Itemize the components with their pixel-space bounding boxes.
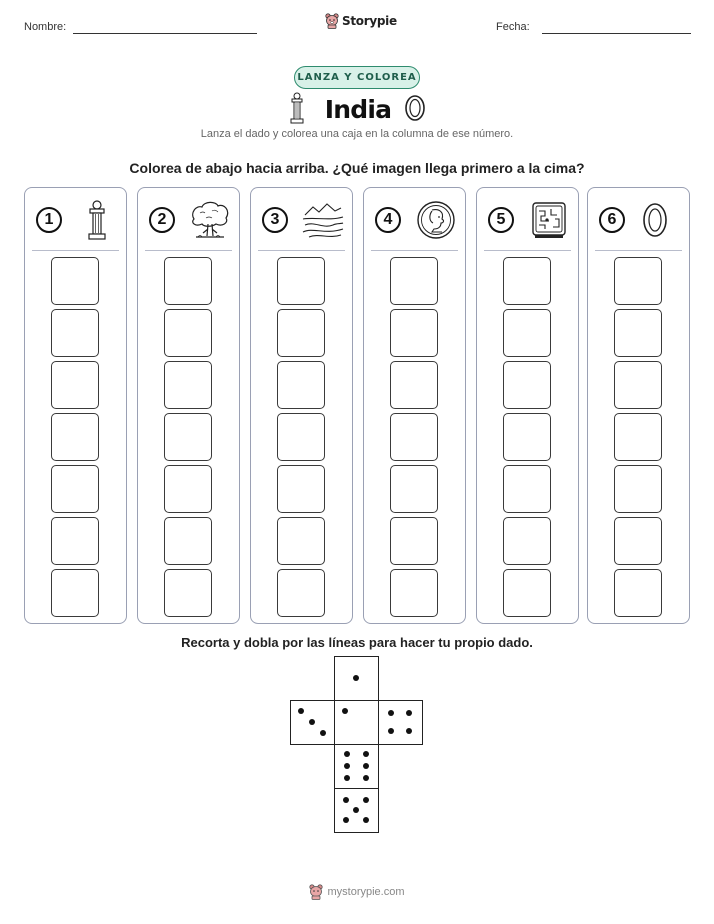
banyan-tree-icon [188,199,232,241]
column-header [25,188,126,250]
activity-badge: LANZA Y COLOREA [294,66,420,89]
dice-pip [363,775,369,781]
column-3 [250,187,353,624]
pillar-icon [289,92,305,124]
bear-mascot-icon [309,884,323,900]
dice-pip [353,675,359,681]
color-box[interactable] [277,309,325,357]
coin-portrait-icon [414,199,458,241]
color-box[interactable] [614,517,662,565]
color-box[interactable] [614,309,662,357]
color-box[interactable] [51,517,99,565]
column-6 [587,187,690,624]
bear-mascot-icon [325,13,339,29]
dice-pip [388,728,394,734]
color-box[interactable] [277,413,325,461]
dice-pip [363,763,369,769]
color-box[interactable] [614,569,662,617]
color-box[interactable] [390,517,438,565]
column-header [588,188,689,250]
color-box[interactable] [277,465,325,513]
color-box[interactable] [503,361,551,409]
column-divider [145,250,232,251]
column-5 [476,187,579,624]
name-label: Nombre: [24,21,67,33]
dice-pip [344,775,350,781]
name-line[interactable] [73,33,257,34]
color-box[interactable] [503,413,551,461]
column-divider [595,250,682,251]
dice-pip [363,817,369,823]
color-box[interactable] [503,569,551,617]
column-header [364,188,465,250]
column-number: 4 [375,207,401,233]
column-number: 5 [488,207,514,233]
color-box[interactable] [277,257,325,305]
color-box[interactable] [503,465,551,513]
column-2 [137,187,240,624]
dice-pip [344,751,350,757]
column-number: 3 [262,207,288,233]
color-box[interactable] [164,465,212,513]
dice-face-one [334,700,379,745]
color-box[interactable] [503,257,551,305]
color-box[interactable] [390,569,438,617]
footer-url[interactable]: mystorypie.com [327,886,405,898]
subtitle: Lanza el dado y colorea una caja en la columna de ese número. [200,128,514,140]
footer [0,884,714,900]
color-box[interactable] [614,257,662,305]
color-box[interactable] [164,257,212,305]
column-divider [258,250,345,251]
color-box[interactable] [614,413,662,461]
color-box[interactable] [390,257,438,305]
column-header [251,188,352,250]
color-box[interactable] [164,413,212,461]
column-number: 2 [149,207,175,233]
coloring-instruction: Colorea de abajo hacia arriba. ¿Qué imagen llega primero a la cima? [129,160,585,176]
carved-tile-icon [527,199,571,241]
color-box[interactable] [164,361,212,409]
dice-pip [320,730,326,736]
dice-pip [309,719,315,725]
color-box[interactable] [51,465,99,513]
columns-grid [24,187,690,624]
column-divider [371,250,458,251]
color-box[interactable] [390,361,438,409]
color-box[interactable] [51,309,99,357]
color-box[interactable] [51,361,99,409]
column-divider [32,250,119,251]
dice-pip [343,817,349,823]
dice-pip [406,710,412,716]
pillar-icon [75,199,119,241]
color-box[interactable] [277,569,325,617]
dice-face-five [334,788,379,833]
column-number: 1 [36,207,62,233]
river-icon [301,199,345,241]
dice-face-one [334,656,379,701]
color-box[interactable] [164,309,212,357]
dice-pip [363,751,369,757]
dice-pip [353,807,359,813]
date-line[interactable] [542,33,691,34]
color-box[interactable] [51,569,99,617]
dice-pip [363,797,369,803]
column-1 [24,187,127,624]
dice-pip [298,708,304,714]
column-number: 6 [599,207,625,233]
color-box[interactable] [614,361,662,409]
color-box[interactable] [277,361,325,409]
color-box[interactable] [503,517,551,565]
color-box[interactable] [51,413,99,461]
color-box[interactable] [164,517,212,565]
dice-pip [388,710,394,716]
zero-icon [403,94,427,122]
color-box[interactable] [390,309,438,357]
column-header [477,188,578,250]
dice-face-six [334,744,379,789]
dice-face-four [378,700,423,745]
color-box[interactable] [390,465,438,513]
date-label: Fecha: [496,21,530,33]
color-box[interactable] [503,309,551,357]
column-header [138,188,239,250]
page-title: India [324,94,392,124]
color-box[interactable] [277,517,325,565]
column-4 [363,187,466,624]
brand-logo [325,13,397,29]
color-box[interactable] [390,413,438,461]
color-box[interactable] [51,257,99,305]
color-box[interactable] [614,465,662,513]
dice-pip [342,708,348,714]
dice-face-three [290,700,335,745]
zero-icon [638,199,682,241]
dice-pip [406,728,412,734]
dice-pip [344,763,350,769]
color-box[interactable] [164,569,212,617]
brand-name: Storypie [342,14,397,28]
dice-instruction: Recorta y dobla por las líneas para hacer tu propio dado. [181,635,533,650]
dice-pip [343,797,349,803]
column-divider [484,250,571,251]
dice-net [290,656,424,834]
